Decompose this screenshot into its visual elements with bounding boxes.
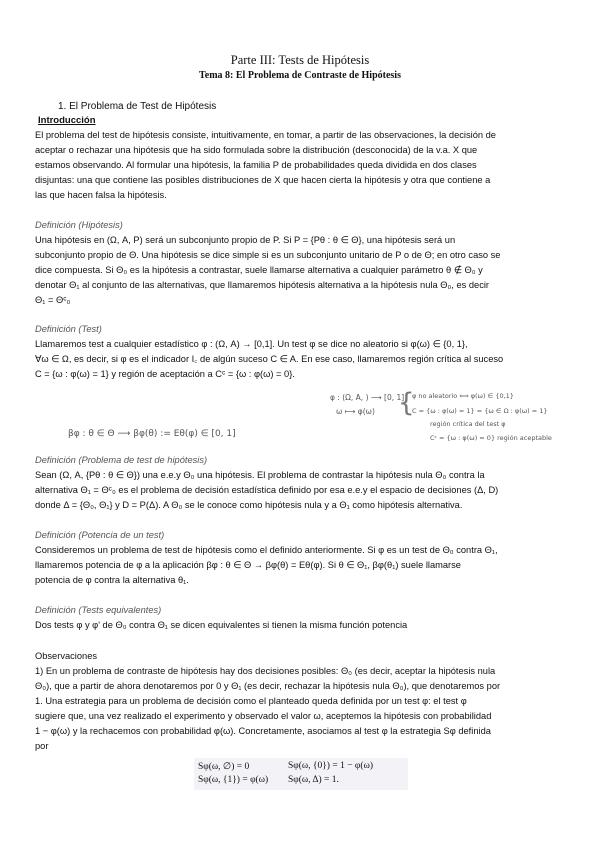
text-line: Observaciones [35, 651, 98, 661]
definition-test [35, 337, 570, 382]
handwritten-map-2: ω ⟼ φ(ω) [336, 407, 375, 416]
text-line: dice compuesta. Si Θ₀ es la hipótesis a contrastar, suele llamarse alternativa a cualquier parámetro θ ∉ Θ₀ y [35, 265, 483, 275]
text-line: estamos observando. Al formular una hipótesis, la familia P de probabilidades queda dividida en dos clases [35, 160, 477, 170]
strategy-formula [194, 758, 408, 790]
definition-hipotesis [35, 233, 570, 308]
handwritten-power-map: βφ : θ ∈ Θ ⟶ βφ(θ) := Eθ(φ) ∈ [0, 1] [68, 429, 236, 439]
text-line: aceptar o rechazar una hipótesis que ha sido formulada sobre la distribución (desconocida) de la v.a. X que [35, 145, 478, 155]
text-line: subconjunto propio de Θ. Una hipótesis se dice simple si es un subconjunto unitario de P o de Θ; en otro caso se [35, 250, 501, 260]
definition-heading: Definición (Hipótesis) [35, 220, 123, 230]
handwritten-note: Cᶜ = {ω : φ(ω) = 0} región aceptable [430, 434, 552, 442]
definition-problema [35, 468, 570, 513]
text-line: potencia de φ contra la alternativa θ₁. [35, 575, 189, 585]
text-line: 1. Una estrategia para un problema de decisión como el planteado queda definida por un test φ: el test φ [35, 696, 467, 706]
text-line: ∀ω ∈ Ω, es decir, si φ es el indicador I꜀ de algún suceso C ∈ A. En ese caso, llamaremos región crítica al suceso [35, 354, 504, 364]
handwritten-map: φ : (Ω, A, ) ⟶ [0, 1] [330, 393, 405, 402]
definition-equivalentes [35, 618, 570, 633]
intro-paragraph [35, 128, 570, 203]
text-line: por [35, 741, 49, 751]
text-line: Θ₀), que a partir de ahora denotaremos por 0 y Θ₁ (es decir, rechazar la hipótesis nula Θ₀), que denotaremos por [35, 681, 501, 691]
formula-cell: Sφ(ω, {0}) = 1 − φ(ω) [288, 761, 373, 771]
text-line: denotar Θ₁ al conjunto de las alternativas, que llamaremos hipótesis alternativa a la hipótesis nula Θ₀, es decir [35, 280, 490, 290]
text-line: disjuntas: una que contiene las posibles distribuciones de X que hacen cierta la hipótesis y otra que contiene a [35, 175, 491, 185]
definition-heading: Definición (Potencia de un test) [35, 530, 165, 540]
text-line: Consideremos un problema de test de hipótesis como el definido anteriormente. Si φ es un test de Θ₀ contra Θ₁, [35, 545, 498, 555]
formula-cell: Sφ(ω, {1}) = φ(ω) [198, 775, 269, 785]
handwritten-note: φ no aleatorio ⟺ φ(ω) ∈ {0,1} [412, 392, 514, 400]
definition-heading: Definición (Problema de test de hipótesis) [35, 455, 208, 465]
text-line: sugiere que, una vez realizado el experimento y observado el valor ω, aceptemos la hipótesis con probabilidad [35, 711, 492, 721]
document-subtitle: Tema 8: El Problema de Contraste de Hipótesis [199, 70, 401, 81]
text-line: donde Δ = {Θ₀, Θ₁} y D = P(Δ). A Θ₀ se le conoce como hipótesis nula y a Θ₁ como hipótesis alternativa. [35, 500, 463, 510]
text-line: las que hacen falsa la hipótesis. [35, 190, 167, 200]
definition-heading: Definición (Test) [35, 324, 102, 334]
text-line: Una hipótesis en (Ω, A, P) será un subconjunto propio de P. Si P = {Pθ : θ ∈ Θ}, una hipótesis será un [35, 235, 456, 245]
formula-cell: Sφ(ω, ∅) = 0 [198, 762, 250, 772]
text-line: Sean (Ω, A, {Pθ : θ ∈ Θ}) una e.e.y Θ₀ una hipótesis. El problema de contrastar la hipótesis nula Θ₀ contra la [35, 470, 485, 480]
definition-heading: Definición (Tests equivalentes) [35, 605, 162, 615]
observaciones-heading [35, 649, 570, 664]
subsection-heading: Introducción [38, 115, 96, 126]
text-line: Dos tests φ y φ' de Θ₀ contra Θ₁ se dicen equivalentes si tienen la misma función potencia [35, 620, 408, 630]
observaciones-paragraph [35, 664, 570, 754]
text-line: llamaremos potencia de φ a la aplicación βφ : θ ∈ Θ → βφ(θ) = Eθ(φ). Si θ ∈ Θ₁, βφ(θ₁) suele llamarse [35, 560, 461, 570]
definition-potencia [35, 543, 570, 588]
formula-cell: Sφ(ω, Δ) = 1. [288, 775, 339, 785]
text-line: Llamaremos test a cualquier estadístico φ : (Ω, A) → [0,1]. Un test φ se dice no aleatorio si φ(ω) ∈ {0, 1}, [35, 339, 468, 349]
text-line: 1 − φ(ω) y la rechacemos con probabilidad φ(ω). Concretamente, asociamos al test φ la estrategia Sφ definida [35, 726, 491, 736]
section-heading: 1. El Problema de Test de Hipótesis [58, 101, 217, 112]
text-line: Θ₁ = Θᶜ₀ [35, 295, 71, 305]
text-line: C = {ω : φ(ω) = 1} y región de aceptación a Cᶜ = {ω : φ(ω) = 0}. [35, 369, 295, 379]
handwritten-brace: { [398, 388, 415, 418]
text-line: El problema del test de hipótesis consiste, intuitivamente, en tomar, a partir de las observaciones, la decisión de [35, 130, 496, 140]
handwritten-note: región crítica del test φ [430, 420, 506, 428]
document-title: Parte III: Tests de Hipótesis [230, 53, 370, 67]
text-line: alternativa Θ₁ = Θᶜ₀ es el problema de decisión estadística definido por esa e.e.y el espacio de decisiones (Δ, D) [35, 485, 499, 495]
handwritten-note: C = {ω : φ(ω) = 1} = {ω ∈ Ω : φ(ω) = 1} [412, 407, 548, 415]
text-line: 1) En un problema de contraste de hipótesis hay dos decisiones posibles: Θ₀ (es decir, aceptar la hipótesis nula [35, 666, 496, 676]
